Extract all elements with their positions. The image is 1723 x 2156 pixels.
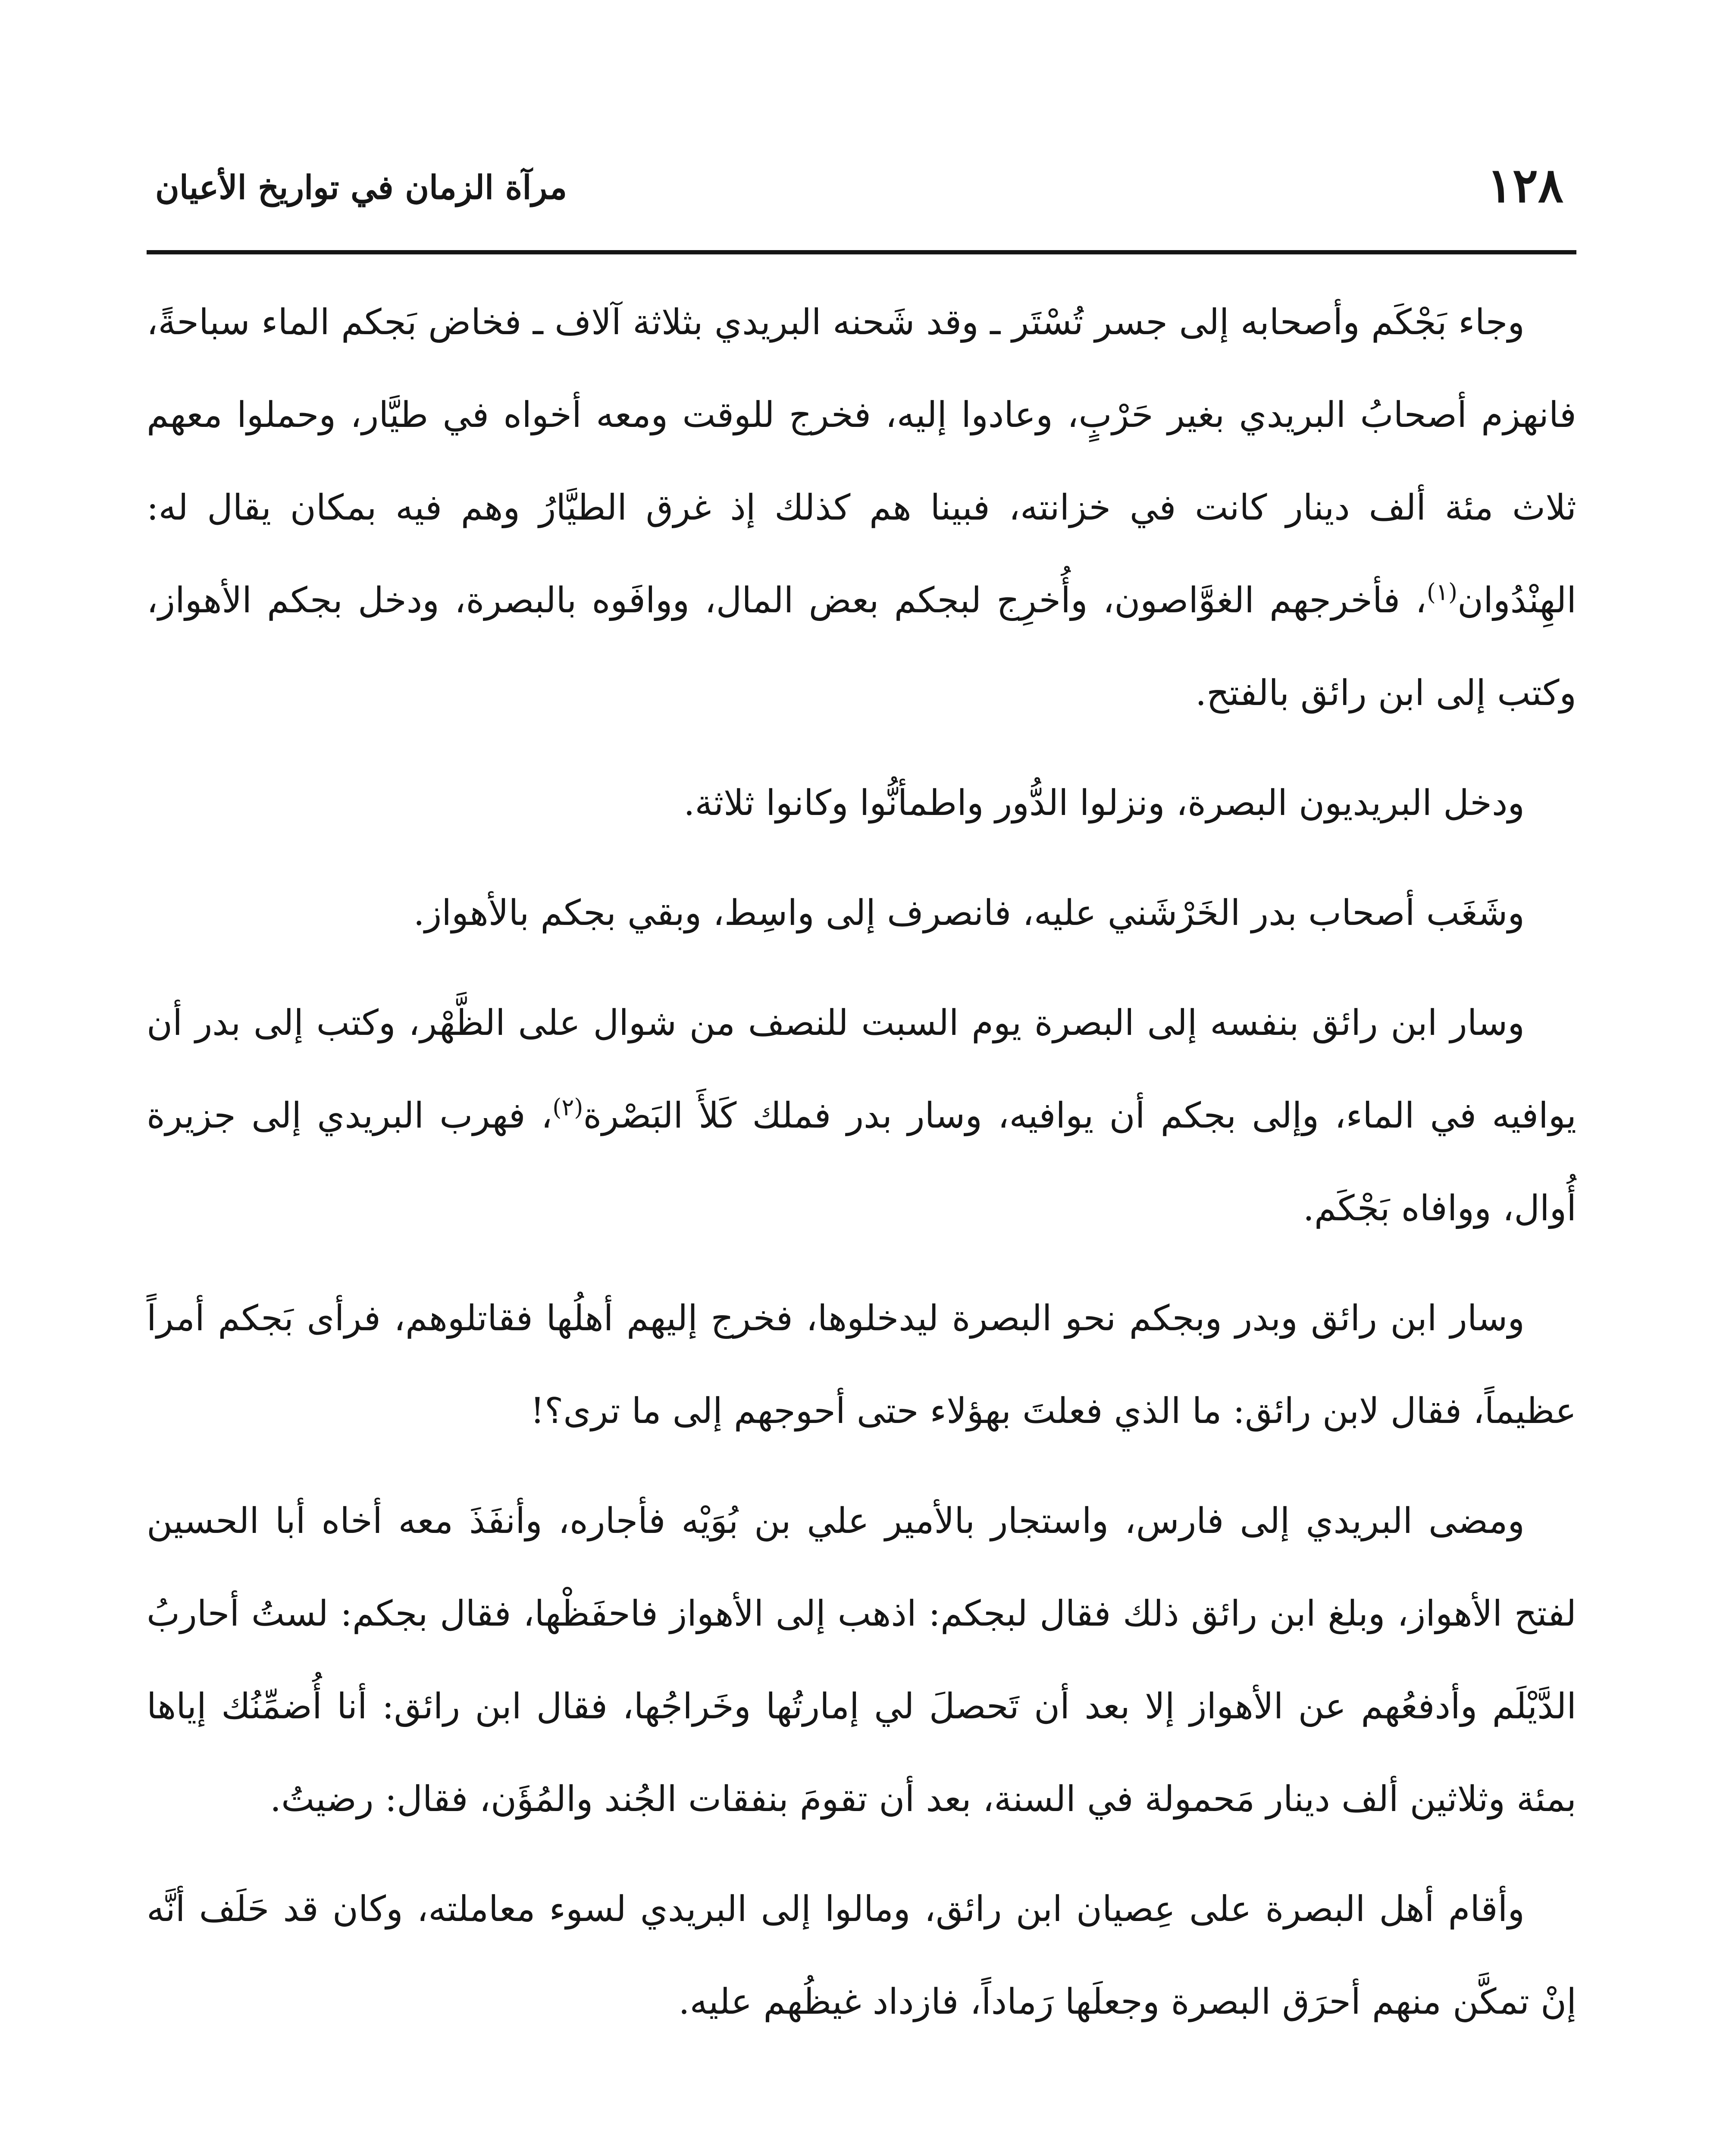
page-number: ١٢٨ xyxy=(1487,157,1563,213)
paragraph-text: ودخل البريديون البصرة، ونزلوا الدُّور واطمأنُّوا وكانوا ثلاثة. xyxy=(683,783,1525,824)
paragraph xyxy=(147,276,1576,740)
paragraph-text: وسار ابن رائق وبدر وبجكم نحو البصرة ليدخلوها، فخرج إليهم أهلُها فقاتلوهم، فرأى بَجكم أمراً عظيماً، فقال لابن رائق: ما الذي فعلتَ بهؤلاء حتى أحوجهم إلى ما ترى؟! xyxy=(147,1298,1576,1432)
paragraph xyxy=(147,1863,1576,2048)
paragraph xyxy=(147,757,1576,849)
footnote-reference: (١) xyxy=(1426,578,1458,606)
paragraph xyxy=(147,1475,1576,1846)
book-page xyxy=(147,129,1576,2156)
paragraph-text: وسار ابن رائق بنفسه إلى البصرة يوم السبت للنصف من شوال على الظَّهْر، وكتب إلى بدر أن يوافيه في الماء، وإلى بجكم أن يوافيه، وسار بدر فملك كَلأَ البَصْرة xyxy=(147,1003,1577,1136)
paragraph-text: ، فأخرجهم الغوَّاصون، وأُخرِج لبجكم بعض المال، ووافَوه بالبصرة، ودخل بجكم الأهواز، وكتب إلى ابن رائق بالفتح. xyxy=(147,580,1576,714)
paragraph-text: ، فهرب البريدي إلى جزيرة أُوال، ووافاه بَجْكَم. xyxy=(147,1095,1576,1229)
paragraph-text: وشَغَب أصحاب بدر الخَرْشَني عليه، فانصرف إلى واسِط، وبقي بجكم بالأهواز. xyxy=(413,893,1525,934)
paragraph xyxy=(147,867,1576,959)
page-header xyxy=(147,129,1576,259)
header-rule xyxy=(147,250,1576,254)
footnote-reference: (٢) xyxy=(552,1094,583,1121)
paragraph-text: وأقام أهل البصرة على عِصيان ابن رائق، ومالوا إلى البريدي لسوء معاملته، وكان قد حَلَف أنَّه إنْ تمكَّن منهم أحرَق البصرة وجعلَها رَماداً، فازداد غيظُهم عليه. xyxy=(147,1889,1576,2022)
running-title: مرآة الزمان في تواريخ الأعيان xyxy=(155,168,567,207)
paragraph xyxy=(147,977,1576,1255)
paragraph-text: وجاء بَجْكَم وأصحابه إلى جسر تُسْتَر ـ وقد شَحنه البريدي بثلاثة آلاف ـ فخاض بَجكم الماء سباحةً، فانهزم أصحابُ البريدي بغير حَرْبٍ، وعادوا إليه، فخرج للوقت ومعه أخواه في طيَّار، وحملوا معهم ثلاث مئة ألف دينار كانت في خزانته، فبينا هم كذلك إذ غرق الطيَّارُ وهم فيه بمكان يقال له: الهِنْدُوان xyxy=(147,302,1576,621)
paragraph xyxy=(147,1272,1576,1457)
paragraph-text: ومضى البريدي إلى فارس، واستجار بالأمير علي بن بُوَيْه فأجاره، وأنفَذَ معه أخاه أبا الحسين لفتح الأهواز، وبلغ ابن رائق ذلك فقال لبجكم: اذهب إلى الأهواز فاحفَظْها، فقال بجكم: لستُ أحاربُ الدَّيْلَم وأدفعُهم عن الأهواز إلا بعد أن تَحصلَ لي إمارتُها وخَراجُها، فقال ابن رائق: أنا أُضمِّنُك إياها بمئة وثلاثين ألف دينار مَحمولة في السنة، بعد أن تقومَ بنفقات الجُند والمُؤَن، فقال: رضيتُ. xyxy=(147,1501,1576,1820)
main-text xyxy=(147,276,1576,2065)
